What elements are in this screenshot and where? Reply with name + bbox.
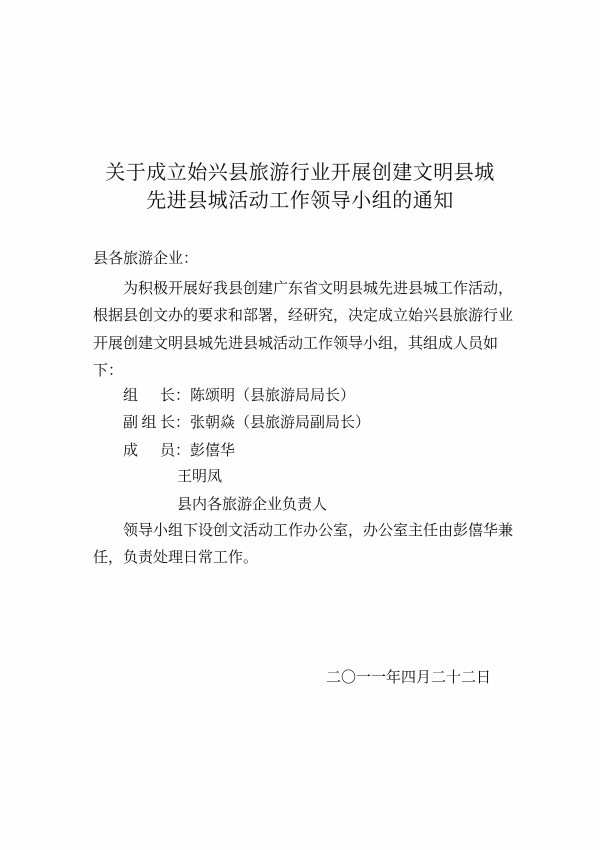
member-value: 彭僖华 [190,441,236,459]
member-role-label: 成 员 [123,441,175,459]
member-row-deputy [123,412,370,432]
member-row-members [123,440,235,460]
document-title-line-2: 先进县城活动工作领导小组的通知 [146,188,454,212]
member-row-leader [123,385,355,405]
body-paragraph-1: 为积极开展好我县创建广东省文明县城先进县城工作活动，根据县创文办的要求和部署，经研究，决定成立始兴县旅游行业开展创建文明县城先进县城活动工作领导小组，其组成人员如下： [93,279,514,379]
body-paragraph-2: 领导小组下设创文活动工作办公室，办公室主任由彭僖华兼任，负责处理日常工作。 [93,521,514,567]
deputy-value: 张朝焱（县旅游局副局长） [190,413,371,431]
leader-role-label: 组 长 [123,386,175,404]
leader-colon: ： [175,386,191,404]
member-extra-2: 县内各旅游企业负责人 [177,495,328,513]
salutation: 县各旅游企业： [93,249,199,267]
member-extra-1: 王明凤 [177,467,223,485]
document-date: 二〇一一年四月二十二日 [326,668,492,686]
member-colon: ： [175,441,191,459]
document-title-line-1: 关于成立始兴县旅游行业开展创建文明县城 [105,160,495,184]
leader-value: 陈颂明（县旅游局局长） [190,386,356,404]
deputy-colon: ： [175,413,191,431]
deputy-role-label: 副组长 [123,413,175,431]
